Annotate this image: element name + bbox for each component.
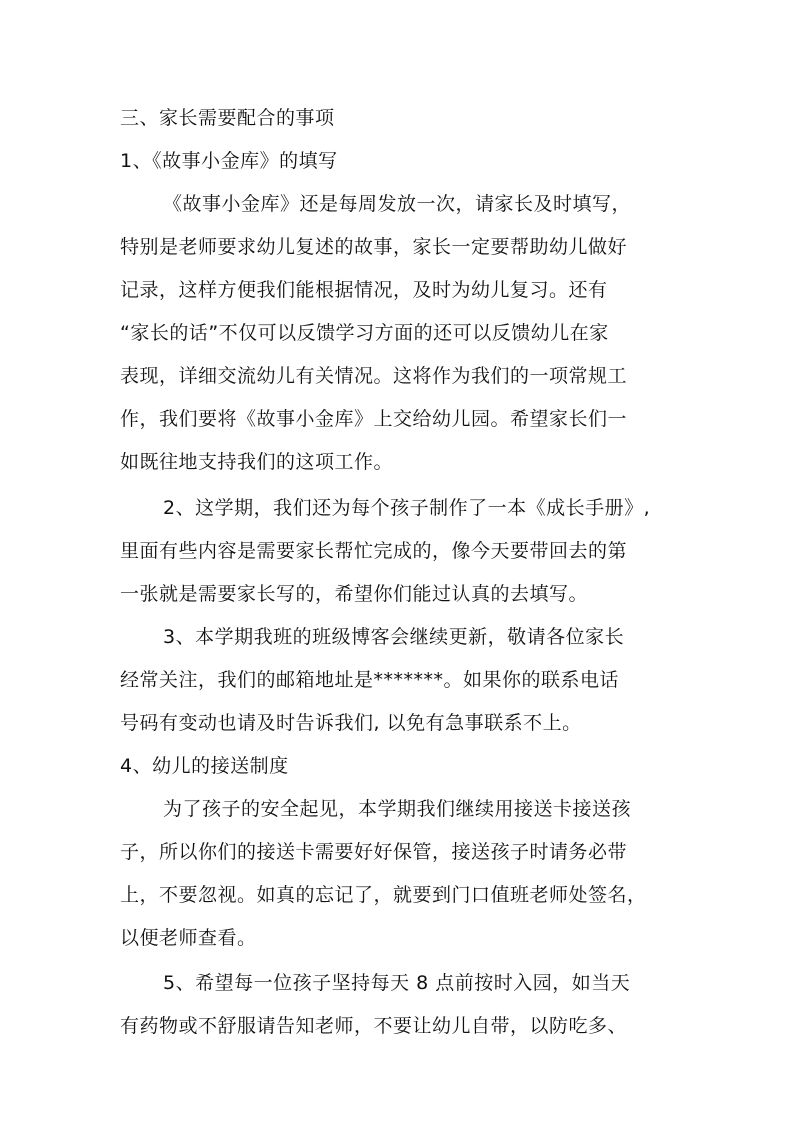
paragraph-line: 上，不要忽视。如真的忘记了，就要到门口值班老师处签名， <box>120 884 647 906</box>
paragraph-line: 5、希望每一位孩子坚持每天 8 点前按时入园，如当天 <box>163 972 631 994</box>
paragraph-line: 3、本学期我班的班级博客会继续更新，敬请各位家长 <box>163 626 625 648</box>
paragraph-line: 作，我们要将《故事小金库》上交给幼儿园。希望家长们一 <box>120 408 628 430</box>
paragraph-line: 2、这学期，我们还为每个孩子制作了一本《成长手册》, <box>163 497 651 519</box>
item1-heading: 1、《故事小金库》的填写 <box>120 150 338 172</box>
paragraph-line: 表现，详细交流幼儿有关情况。这将作为我们的一项常规工 <box>120 365 628 387</box>
paragraph-line: 里面有些内容是需要家长帮忙完成的，像今天要带回去的第 <box>120 540 628 562</box>
paragraph-line: 以便老师查看。 <box>120 927 257 949</box>
paragraph-line: 如既往地支持我们的这项工作。 <box>120 451 394 473</box>
paragraph-line: 号码有变动也请及时告诉我们, 以免有急事联系不上。 <box>120 712 582 734</box>
section-heading: 三、家长需要配合的事项 <box>120 107 335 129</box>
paragraph-line: “家长的话”不仅可以反馈学习方面的还可以反馈幼儿在家 <box>120 322 609 344</box>
paragraph-line: 《故事小金库》还是每周发放一次，请家长及时填写， <box>163 193 632 215</box>
paragraph-line: 一张就是需要家长写的，希望你们能过认真的去填写。 <box>120 583 589 605</box>
paragraph-line: 子，所以你们的接送卡需要好好保管，接送孩子时请务必带 <box>120 841 628 863</box>
paragraph-line: 经常关注，我们的邮箱地址是*******。如果你的联系电话 <box>120 669 620 691</box>
paragraph-line: 特别是老师要求幼儿复述的故事，家长一定要帮助幼儿做好 <box>120 236 628 258</box>
paragraph-line: 记录，这样方便我们能根据情况，及时为幼儿复习。还有 <box>120 279 608 301</box>
paragraph-line: 为了孩子的安全起见，本学期我们继续用接送卡接送孩 <box>163 798 632 820</box>
paragraph-line: 有药物或不舒服请告知老师，不要让幼儿自带，以防吃多、 <box>120 1015 628 1037</box>
item4-heading: 4、幼儿的接送制度 <box>120 755 289 777</box>
